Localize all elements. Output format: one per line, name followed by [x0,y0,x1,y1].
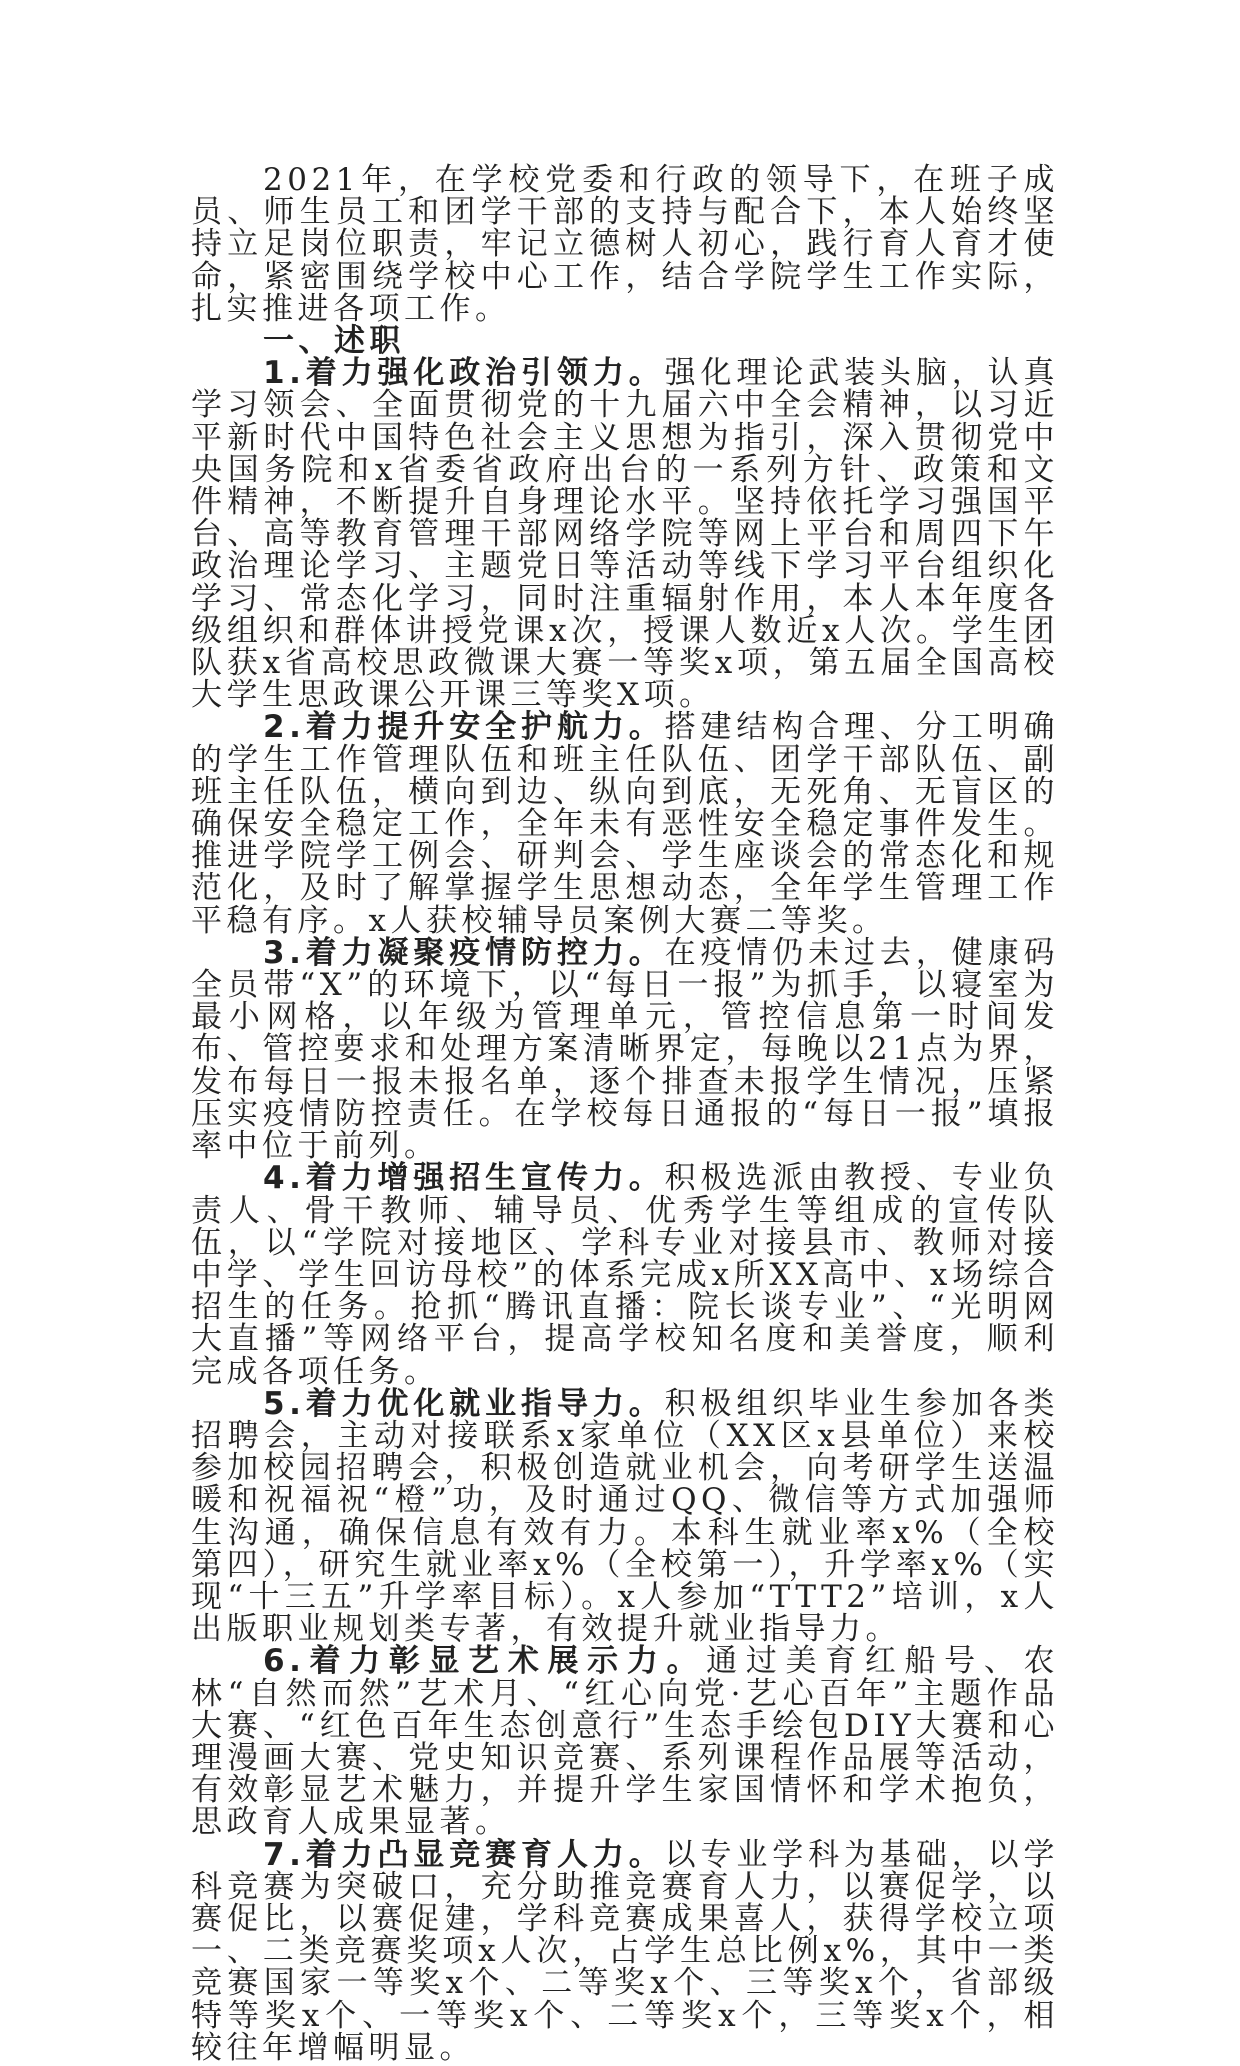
section-heading [191,323,1059,360]
item-body: 通过美育红船号、农林“自然而然”艺术月、“红心向党·艺心百年”主题作品大赛、“红色百年生态创意行”生态手绘包DIY大赛和心理漫画大赛、党史知识竞赛、系列课程作品展等活动，有效彰显艺术魅力，并提升学生家国情怀和学术抱负，思政育人成果显著。 [191,1643,1059,1841]
item-paragraph [191,934,1059,1165]
item-title: 1.着力强化政治引领力。 [263,355,665,392]
item-title: 2.着力提升安全护航力。 [263,709,665,746]
item-paragraph [191,1836,1059,2066]
item-title: 3.着力凝聚疫情防控力。 [263,934,665,971]
item-body: 在疫情仍未过去，健康码全员带“X”的环境下，以“每日一报”为抓手，以寝室为最小网格，以年级为管理单元，管控信息第一时间发布、管控要求和处理方案清晰界定，每晚以21点为界，发布每日一报未报名单，逐个排查未报学生情况，压紧压实疫情防控责任。在学校每日通报的“每日一报”填报率中位于前列。 [191,934,1059,1165]
item-body: 积极组织毕业生参加各类招聘会，主动对接联系x家单位（XX区x县单位）来校参加校园招聘会，积极创造就业机会，向考研学生送温暖和祝福祝“橙”功，及时通过QQ、微信等方式加强师生沟通，确保信息有效有力。本科生就业率x%（全校第四），研究生就业率x%（全校第一），升学率x%（实现“十三五”升学率目标）。x人参加“TTT2”培训，x人出版职业规划类专著，有效提升就业指导力。 [191,1385,1059,1648]
item-body: 积极选派由教授、专业负责人、骨干教师、辅导员、优秀学生等组成的宣传队伍，以“学院对接地区、学科专业对接县市、教师对接中学、学生回访母校”的体系完成x所XX高中、x场综合招生的任务。抢抓“腾讯直播：院长谈专业”、“光明网大直播”等网络平台，提高学校知名度和美誉度，顺利完成各项任务。 [191,1160,1059,1390]
item-paragraph [191,1643,1059,1841]
section-heading-text: 一、述职 [263,323,405,360]
intro-paragraph: 2021年，在学校党委和行政的领导下，在班子成员、师生员工和团学干部的支持与配合下，本人始终坚持立足岗位职责，牢记立德树人初心，践行育人育才使命，紧密围绕学校中心工作，结合学院学生工作实际，扎实推进各项工作。 [191,162,1059,327]
item-title: 5.着力优化就业指导力。 [263,1385,665,1422]
item-body: 搭建结构合理、分工明确的学生工作管理队伍和班主任队伍、团学干部队伍、副班主任队伍，横向到边、纵向到底，无死角、无盲区的确保安全稳定工作，全年未有恶性安全稳定事件发生。推进学院学工例会、研判会、学生座谈会的常态化和规范化，及时了解掌握学生思想动态，全年学生管理工作平稳有序。x人获校辅导员案例大赛二等奖。 [191,709,1059,939]
item-paragraph [191,355,1059,714]
document-body [191,164,1059,2064]
item-title: 6.着力彰显艺术展示力。 [263,1643,707,1680]
item-title: 4.着力增强招生宣传力。 [263,1160,665,1197]
item-body: 以专业学科为基础，以学科竞赛为突破口，充分助推竞赛育人力，以赛促学，以赛促比，以赛促建，学科竞赛成果喜人，获得学校立项一、二类竞赛奖项x人次，占学生总比例x%，其中一类竞赛国家一等奖x个、二等奖x个、三等奖x个，省部级特等奖x个、一等奖x个、二等奖x个，三等奖x个，相较往年增幅明显。 [191,1836,1059,2066]
item-paragraph [191,1160,1059,1390]
item-title: 7.着力凸显竞赛育人力。 [263,1836,665,1873]
item-body: 强化理论武装头脑，认真学习领会、全面贯彻党的十九届六中全会精神，以习近平新时代中国特色社会主义思想为指引，深入贯彻党中央国务院和x省委省政府出台的一系列方针、政策和文件精神，不断提升自身理论水平。坚持依托学习强国平台、高等教育管理干部网络学院等网上平台和周四下午政治理论学习、主题党日等活动等线下学习平台组织化学习、常态化学习，同时注重辐射作用，本人本年度各级组织和群体讲授党课x次，授课人数近x人次。学生团队获x省高校思政微课大赛一等奖x项，第五届全国高校大学生思政课公开课三等奖X项。 [191,355,1059,714]
item-paragraph [191,1385,1059,1648]
item-paragraph [191,709,1059,939]
